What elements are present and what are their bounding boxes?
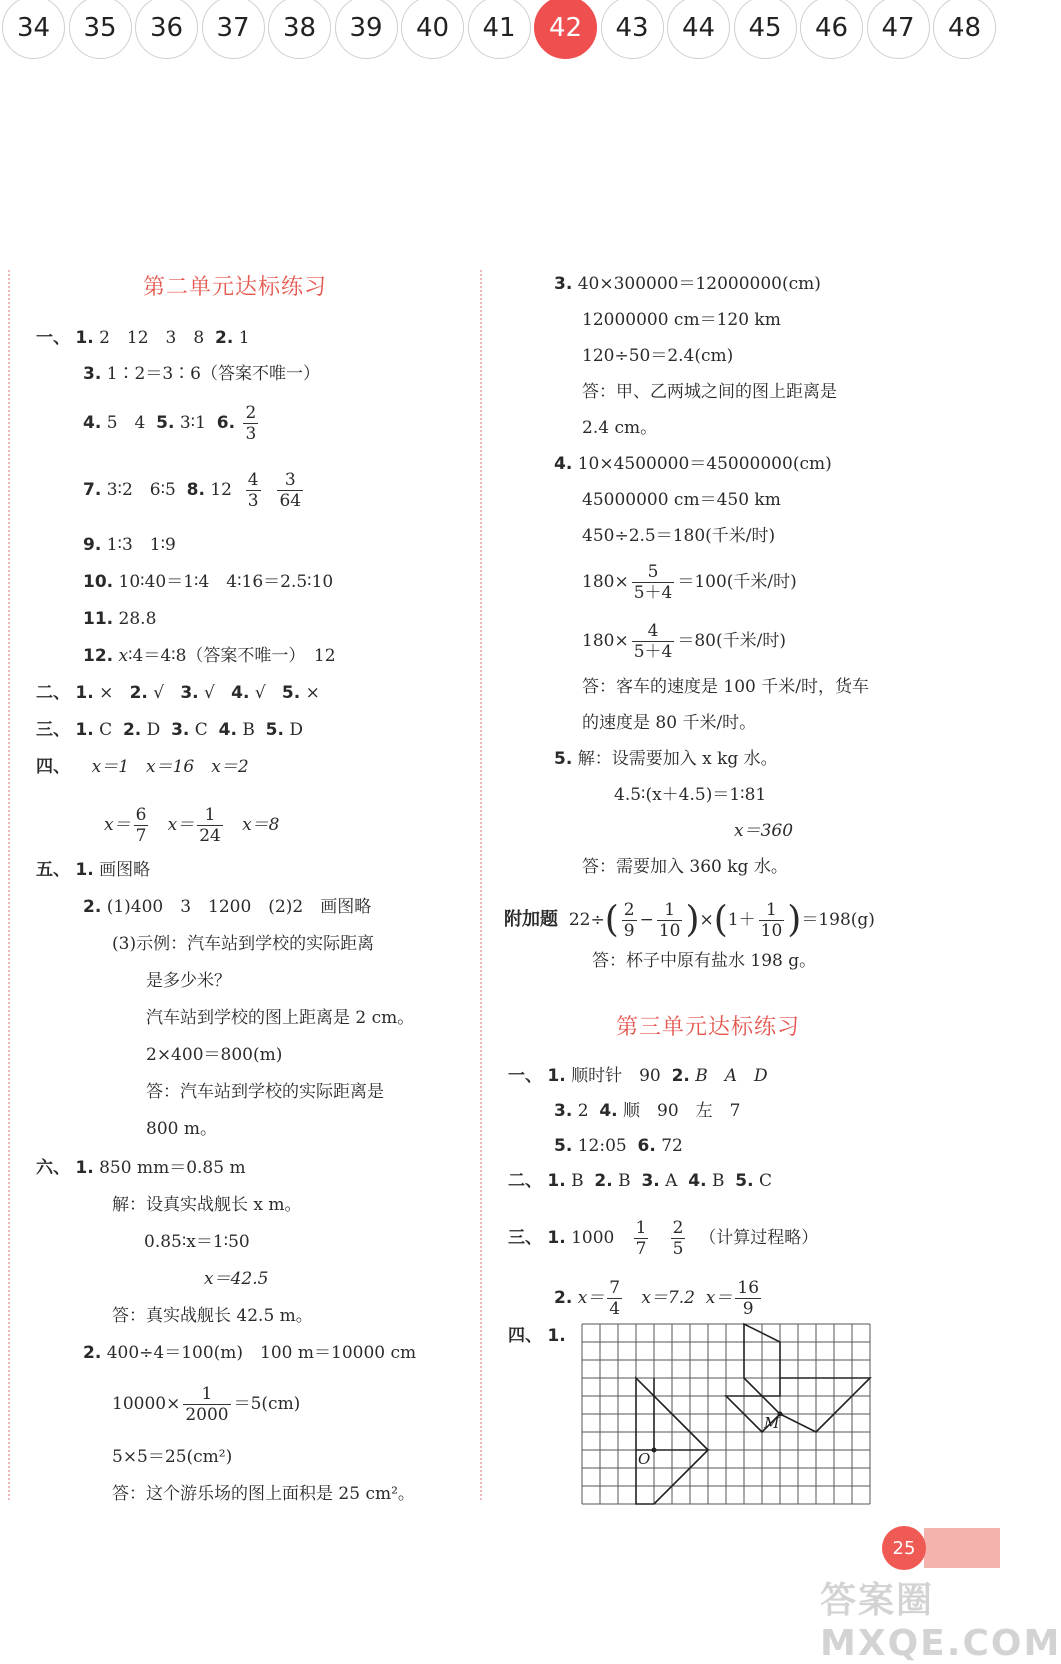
- left-margin-line: [8, 270, 10, 1500]
- fraction: $\frac{4}{3}$: [247, 470, 259, 511]
- rotation-grid-figure: [582, 1324, 894, 1506]
- text-line: 120÷50＝2.4(cm): [582, 346, 734, 366]
- fraction: $\frac{1}{10}$: [760, 900, 783, 941]
- fraction: $\frac{3}{64}$: [279, 470, 302, 511]
- page-number: 25: [882, 1526, 926, 1570]
- unit2-row-1: 一、 1. 2 12 3 8 2. 1: [36, 328, 250, 348]
- text-line: 汽车站到学校的图上距离是 2 cm。: [146, 1008, 415, 1028]
- unit2-s5-1: 五、 1. 画图略: [36, 860, 151, 880]
- fraction: $\frac{16}{9}$: [737, 1278, 760, 1319]
- unit2-s6-1: 六、 1. 850 mm＝0.85 m: [36, 1158, 246, 1178]
- page-link-48[interactable]: 48: [933, 0, 996, 59]
- page-link-42[interactable]: 42: [534, 0, 597, 59]
- page-link-40[interactable]: 40: [401, 0, 464, 59]
- unit2-s6-2: 2. 400÷4＝100(m) 100 m＝10000 cm: [83, 1343, 417, 1363]
- unit3-calc-2: 2. x＝ $\frac{7}{4}$ x＝7.2 x＝ $\frac{16}{9}$: [554, 1278, 760, 1319]
- unit2-title: 第二单元达标练习: [143, 275, 328, 300]
- page-link-43[interactable]: 43: [601, 0, 664, 59]
- fraction: $\frac{2}{9}$: [623, 900, 635, 941]
- unit3-choice: 二、 1. B 2. B 3. A 4. B 5. C: [508, 1171, 772, 1191]
- fraction: $\frac{5}{5+4}$: [633, 562, 673, 603]
- fraction: $\frac{1}{10}$: [658, 900, 681, 941]
- text-line: 答：杯子中原有盐水 198 g。: [592, 951, 817, 971]
- label-m: M: [764, 1414, 780, 1432]
- fraction: $\frac{2}{5}$: [672, 1218, 684, 1259]
- page-link-47[interactable]: 47: [867, 0, 930, 59]
- unit2-equations-2: x＝ $\frac{6}{7}$ x＝ $\frac{1}{24}$ x＝8: [104, 805, 280, 846]
- text-line: 答：汽车站到学校的实际距离是: [146, 1082, 384, 1102]
- column-divider: [480, 270, 482, 1500]
- right-q5: 5. 解：设需要加入 x kg 水。: [554, 749, 778, 769]
- right-q3: 3. 40×300000＝12000000(cm): [554, 274, 821, 294]
- page-pager: [0, 0, 1000, 66]
- page-link-39[interactable]: 39: [335, 0, 398, 59]
- unit2-row-7: 7. 3∶2 6∶5 8. 12 $\frac{4}{3}$ $\frac{3}{64}$: [83, 470, 302, 511]
- text-line: 答：甲、乙两城之间的图上距离是: [582, 382, 837, 402]
- text-line: 2×400＝800(m): [146, 1045, 283, 1065]
- unit2-row-11: 11. 28.8: [83, 609, 157, 629]
- page-link-37[interactable]: 37: [202, 0, 265, 59]
- text-line: 是多少米？: [146, 971, 231, 991]
- text-line: 5×5＝25(cm²): [112, 1447, 233, 1467]
- text-line: 0.85∶x＝1∶50: [144, 1232, 250, 1252]
- watermark-logo: 答案圈 MXQE.COM: [820, 1580, 1061, 1664]
- fraction: $\frac{1}{24}$: [199, 805, 221, 846]
- page-link-34[interactable]: 34: [2, 0, 65, 59]
- page-link-45[interactable]: 45: [734, 0, 797, 59]
- text-line: 的速度是 80 千米/时。: [582, 713, 757, 733]
- bonus-question: 附加题 22÷( $\frac{2}{9}$ − $\frac{1}{10}$ )×(1＋ $\frac{1}{10}$ )＝198(g): [504, 899, 875, 941]
- fraction: $\frac{1}{7}$: [635, 1218, 647, 1259]
- unit3-row-3: 3. 2 4. 顺 90 左 7: [554, 1101, 741, 1121]
- label-o: O: [638, 1450, 651, 1468]
- text-line: 2.4 cm。: [582, 418, 658, 438]
- text-line: 12000000 cm＝120 km: [582, 310, 781, 330]
- unit3-calc-1: 三、 1. 1000 $\frac{1}{7}$ $\frac{2}{5}$ （计算过程略）: [508, 1218, 819, 1259]
- right-q4: 4. 10×4500000＝45000000(cm): [554, 454, 832, 474]
- right-q4-frac1: 180× $\frac{5}{5+4}$ ＝100(千米/时): [582, 562, 797, 603]
- page-link-46[interactable]: 46: [800, 0, 863, 59]
- unit2-row-3: 3. 1∶2＝3∶6（答案不唯一）: [83, 364, 320, 384]
- unit2-row-9: 9. 1∶3 1∶9: [83, 535, 176, 555]
- point-o: [652, 1448, 657, 1453]
- page-number-tab: [924, 1528, 1000, 1568]
- unit2-row-12: 12. x∶4＝4∶8（答案不唯一） 12: [83, 646, 336, 666]
- page-link-35[interactable]: 35: [69, 0, 132, 59]
- fraction: $\frac{6}{7}$: [135, 805, 147, 846]
- page-link-38[interactable]: 38: [268, 0, 331, 59]
- fraction: $\frac{1}{2000}$: [185, 1384, 229, 1425]
- unit3-s4: 四、 1.: [508, 1326, 566, 1346]
- text-line: 4.5∶(x＋4.5)＝1∶81: [614, 785, 767, 805]
- page-link-44[interactable]: 44: [667, 0, 730, 59]
- unit2-s6-2b: 10000× $\frac{1}{2000}$ ＝5(cm): [112, 1384, 301, 1425]
- unit2-truefalse: 二、 1. × 2. √ 3. √ 4. √ 5. ×: [36, 683, 320, 703]
- text-line: x＝42.5: [204, 1269, 269, 1289]
- unit2-row-10: 10. 10∶40＝1∶4 4∶16＝2.5∶10: [83, 572, 334, 592]
- fraction: $\frac{7}{4}$: [609, 1278, 621, 1319]
- text-line: 答：需要加入 360 kg 水。: [582, 857, 788, 877]
- right-q4-frac2: 180× $\frac{4}{5+4}$ ＝80(千米/时): [582, 621, 786, 662]
- text-line: 答：客车的速度是 100 千米/时，货车: [582, 677, 869, 697]
- text-line: 45000000 cm＝450 km: [582, 490, 781, 510]
- text-line: 答：这个游乐场的图上面积是 25 cm²。: [112, 1484, 415, 1504]
- unit3-row-5: 5. 12:05 6. 72: [554, 1136, 683, 1156]
- unit2-row-4: 4. 5 4 5. 3∶1 6. $\frac{2}{3}$: [83, 403, 257, 444]
- unit2-choice: 三、 1. C 2. D 3. C 4. B 5. D: [36, 720, 303, 740]
- text-line: (3)示例：汽车站到学校的实际距离: [112, 934, 375, 954]
- page-link-41[interactable]: 41: [468, 0, 531, 59]
- fraction: $\frac{4}{5+4}$: [633, 621, 673, 662]
- unit3-row-1: 一、 1. 顺时针 90 2. B A D: [508, 1066, 768, 1086]
- unit2-s5-2: 2. (1)400 3 1200 (2)2 画图略: [83, 897, 372, 917]
- text-line: 答：真实战舰长 42.5 m。: [112, 1306, 313, 1326]
- page-link-36[interactable]: 36: [135, 0, 198, 59]
- fraction: $\frac{2}{3}$: [245, 403, 257, 444]
- unit2-equations-1: 四、 x＝1 x＝16 x＝2: [36, 757, 249, 777]
- text-line: x＝360: [734, 821, 794, 841]
- text-line: 解：设真实战舰长 x m。: [112, 1195, 302, 1215]
- unit3-title: 第三单元达标练习: [616, 1015, 801, 1040]
- text-line: 450÷2.5＝180(千米/时): [582, 526, 776, 546]
- text-line: 800 m。: [146, 1119, 217, 1139]
